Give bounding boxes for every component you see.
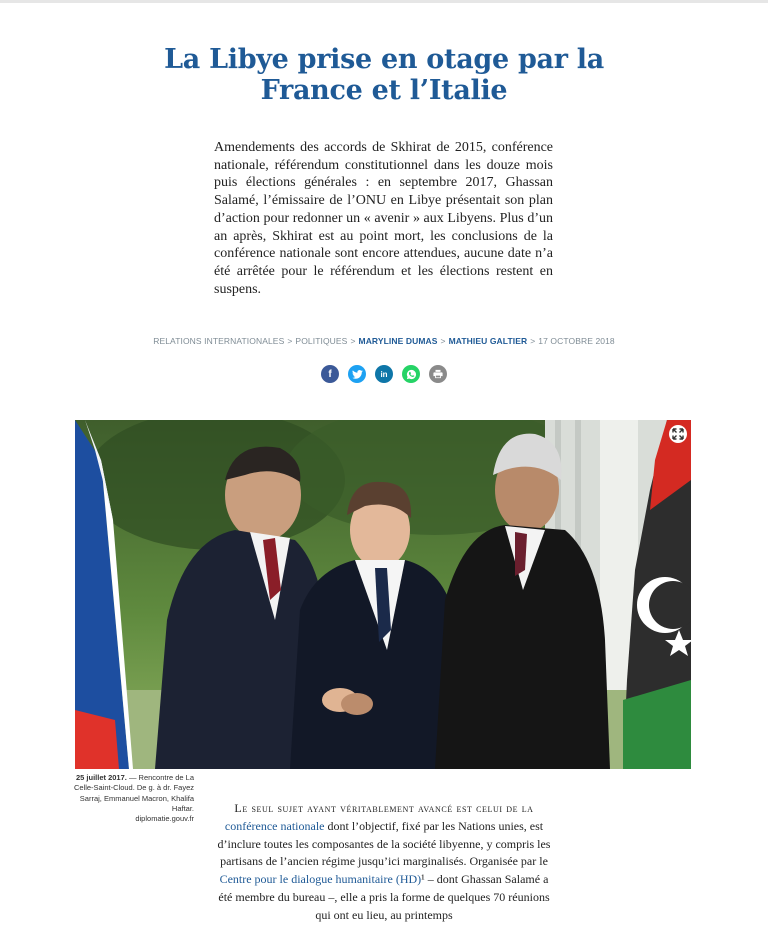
photo-caption [62,773,194,824]
breadcrumb-separator: > [350,336,356,346]
author-link-1[interactable]: MARYLINE DUMAS [358,336,438,346]
article-title: La Libye prise en otage par la France et l’Italie [164,44,604,106]
breadcrumb-separator: > [287,336,293,346]
photo-illustration [75,420,691,769]
breadcrumb-separator: > [440,336,446,346]
caption-text: — Rencontre de La Celle-Saint-Cloud. De g. à dr. Fayez Sarraj, Emmanuel Macron, Khalifa Haftar. [73,773,194,813]
breadcrumb-category[interactable]: RELATIONS INTERNATIONALES [153,336,285,346]
linkedin-icon[interactable]: in [375,365,393,383]
share-bar [321,365,447,383]
body-text-1: dont l’objectif, fixé par les Nations unies, est d’inclure toutes les composantes de la société libyenne, y compris les partisans de l’ancien régime jusqu’ici marginalisés. Organisée par le [217,818,551,869]
link-conference-nationale[interactable]: conférence nationale [224,818,325,833]
link-centre-dialogue-humanitaire[interactable]: Centre pour le dialogue humanitaire (HD) [219,872,422,887]
whatsapp-icon[interactable] [402,365,420,383]
article-meta [90,336,678,346]
caption-credit: diplomatie.gouv.fr [135,814,194,824]
article-body [214,800,554,925]
print-icon[interactable] [429,365,447,383]
breadcrumb-subcategory[interactable]: POLITIQUES [295,336,348,346]
article-photo [75,420,691,769]
caption-date: 25 juillet 2017. [76,773,127,782]
body-text-2: ¹ – dont Ghassan Salamé a été membre du bureau –, elle a pris la forme de quelques 70 réunions qui ont eu lieu, au printemps [218,872,550,922]
top-divider [0,0,768,3]
author-link-2[interactable]: MATHIEU GALTIER [448,336,528,346]
facebook-icon[interactable]: f [321,365,339,383]
publish-date: 17 OCTOBRE 2018 [538,336,615,346]
article-lede: Amendements des accords de Skhirat de 2015, conférence nationale, référendum constitutionnel dans les douze mois puis élections générales : en septembre 2017, Ghassan Salamé, l’émissaire de l’ONU en Libye présentait son plan d’action pour redonner un « avenir » aux Libyens. Plus d’un an après, Skhirat est au point mort, les conclusions de la conférence nationale sont encore attendues, aucune date n’a été arrêtée pour le référendum et les élections restent en suspens. [214,140,553,297]
expand-icon[interactable] [669,425,687,443]
body-smallcaps-intro: Le seul sujet ayant véritablement avancé est celui de la [234,801,534,815]
breadcrumb-separator: > [530,336,536,346]
twitter-icon[interactable] [348,365,366,383]
